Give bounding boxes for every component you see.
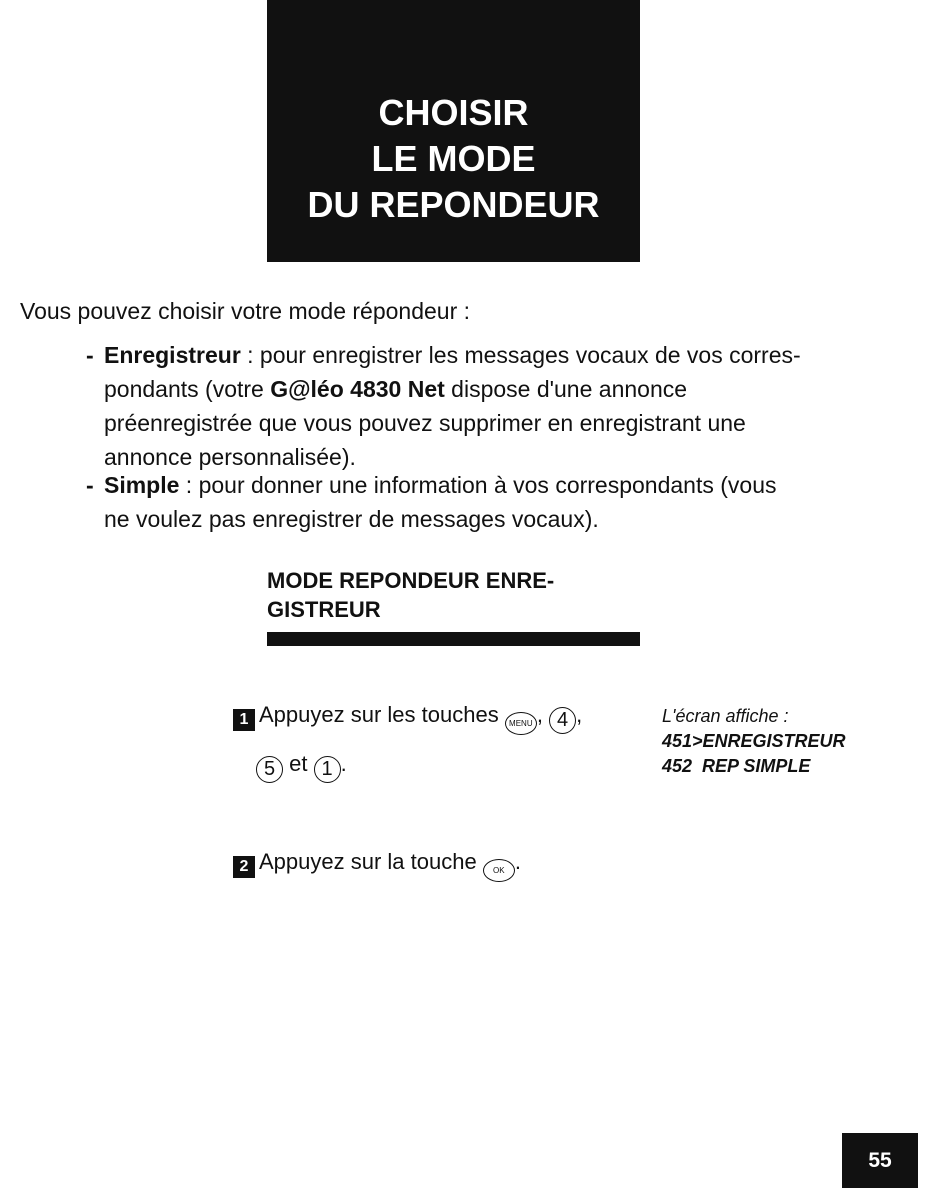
- step-text: .: [340, 751, 347, 776]
- step-2: [233, 845, 521, 882]
- step-text: Appuyez sur les touches: [259, 702, 499, 727]
- item-text: : pour donner une information à vos correspondants (vous: [179, 472, 777, 498]
- section-title-line-2: GISTREUR: [267, 597, 381, 622]
- item-text: : pour enregistrer les messages vocaux de vos corres-: [240, 342, 801, 368]
- item-text: annonce personnalisée).: [104, 444, 356, 470]
- section-title-line-1: MODE REPONDEUR ENRE-: [267, 568, 555, 593]
- chapter-title-box: [267, 0, 640, 262]
- step-1: [233, 698, 582, 783]
- separator: ,: [536, 702, 543, 727]
- item-text: ne voulez pas enregistrer de messages vocaux).: [104, 506, 599, 532]
- step-number: 2: [233, 856, 255, 878]
- item-text: dispose d'une annonce: [444, 376, 688, 402]
- key-4-icon: 4: [549, 707, 576, 734]
- term-enregistreur: Enregistreur: [104, 342, 241, 368]
- chapter-title-line-2: LE MODE: [371, 138, 536, 179]
- step-text: .: [514, 849, 521, 874]
- screen-label: L'écran affiche :: [662, 706, 789, 726]
- step-text: et: [289, 751, 308, 776]
- step-number: 1: [233, 709, 255, 731]
- key-1-icon: 1: [314, 756, 341, 783]
- item-text: préenregistrée que vous pouvez supprimer en enregistrant une: [104, 410, 746, 436]
- menu-key-icon: MENU: [505, 712, 537, 735]
- key-5-icon: 5: [256, 756, 283, 783]
- term-simple: Simple: [104, 472, 180, 498]
- list-dash: -: [86, 472, 94, 498]
- screen-display: [662, 704, 846, 779]
- screen-line-1: 451>ENREGISTREUR: [662, 731, 846, 751]
- list-dash: -: [86, 342, 94, 368]
- ok-key-icon: OK: [483, 859, 515, 882]
- section-divider-bar: [267, 632, 640, 646]
- chapter-title-line-1: CHOISIR: [378, 92, 529, 133]
- product-name: G@léo 4830 Net: [270, 376, 445, 402]
- section-title: [267, 566, 640, 624]
- list-item-enregistreur: [86, 338, 906, 474]
- step-text: Appuyez sur la touche: [259, 849, 477, 874]
- item-text: pondants (votre: [104, 376, 271, 402]
- list-item-simple: [86, 468, 906, 536]
- intro-text: Vous pouvez choisir votre mode répondeur :: [20, 298, 471, 324]
- separator: ,: [576, 702, 583, 727]
- screen-line-2: 452 REP SIMPLE: [662, 756, 811, 776]
- page-number: 55: [842, 1133, 918, 1188]
- chapter-title-line-3: DU REPONDEUR: [307, 184, 600, 225]
